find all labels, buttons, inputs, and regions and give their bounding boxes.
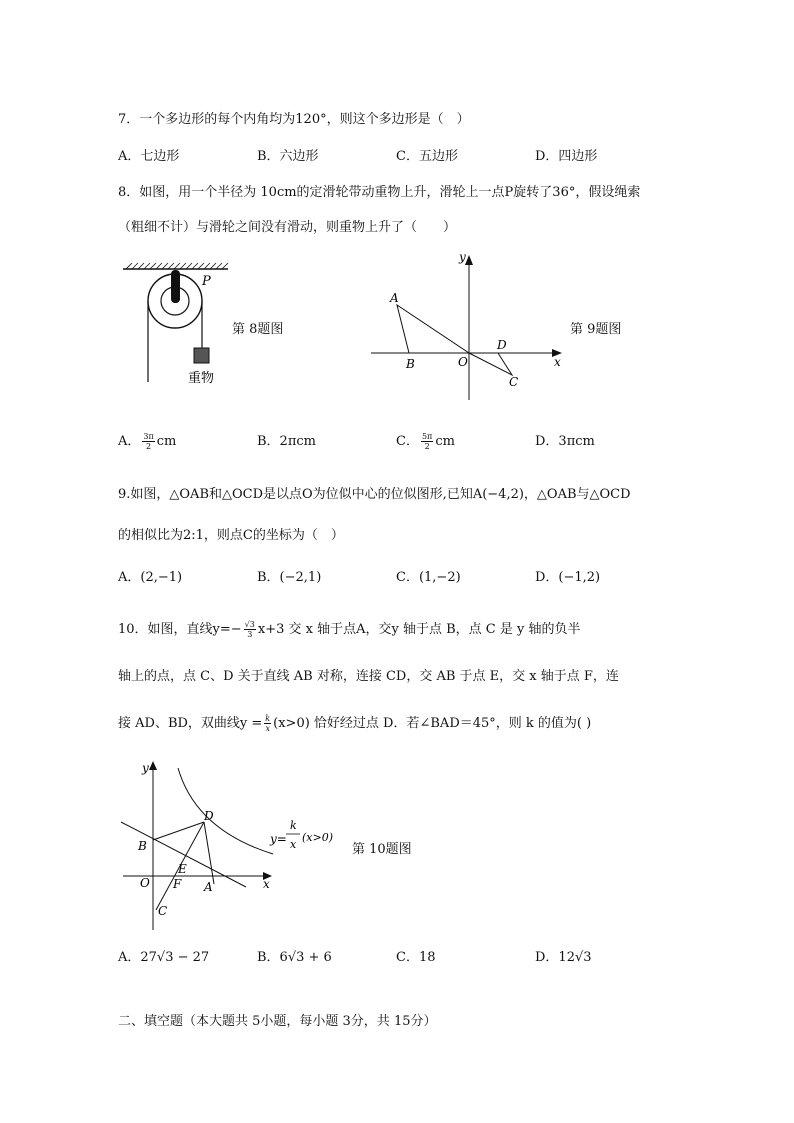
q8-option-b[interactable]: B．2πcm: [257, 434, 316, 449]
fig9-label-x: x: [554, 355, 561, 369]
q10-line3-a: 接 AD、BD，双曲线y =: [118, 716, 263, 731]
q7-option-c[interactable]: C．五边形: [396, 149, 458, 164]
weight-label: 重物: [188, 371, 215, 386]
fig10-label-o: O: [140, 876, 150, 890]
q10-line3: [118, 712, 591, 733]
q10-line1-num: √3: [244, 620, 255, 629]
q9-option-b[interactable]: B．(−2,1): [257, 570, 322, 585]
q8-option-a-prefix: A．: [118, 434, 141, 449]
q8-option-a-num: 3π: [143, 432, 154, 441]
q10-line1-a: 10．如图，直线y=−: [118, 622, 242, 637]
q10-option-b[interactable]: B．6√3 + 6: [257, 950, 332, 965]
fig10-func-num: k: [290, 819, 297, 832]
q8-line1: 8．如图，用一个半径为 10cm的定滑轮带动重物上升，滑轮上一点P旋转了36°，假设绳索: [118, 185, 641, 200]
q10-line1-b: x+3 交 x 轴于点A，交y 轴于点 B，点 C 是 y 轴的负半: [257, 622, 581, 637]
q9-option-a[interactable]: A．(2,−1): [118, 570, 183, 585]
q8-option-d[interactable]: D．3πcm: [535, 434, 595, 449]
q8-option-a-den: 2: [146, 442, 152, 451]
similar-triangles-figure: [368, 250, 568, 405]
q10-line3-b: (x>0) 恰好经过点 D．若∠BAD＝45°，则 k 的值为( ): [273, 716, 592, 731]
section2-title: 二、填空题（本大题共 5小题，每小题 3分，共 15分）: [118, 1014, 437, 1029]
q8-option-a-unit: cm: [156, 434, 177, 449]
q9-option-c[interactable]: C．(1,−2): [396, 570, 461, 585]
q9-option-d[interactable]: D．(−1,2): [535, 570, 601, 585]
q10-line2: 轴上的点，点 C、D 关于直线 AB 对称，连接 CD，交 AB 于点 E，交 x 轴于点 F，连: [118, 669, 619, 684]
fig10-label-a: A: [204, 880, 213, 894]
q8-option-c[interactable]: [396, 430, 455, 451]
q7-option-d[interactable]: D．四边形: [535, 149, 598, 164]
q8-option-c-num: 5π: [421, 432, 433, 441]
pulley-figure: [118, 262, 238, 392]
fig10-label-y: y: [142, 761, 149, 775]
fig9-label-y: y: [459, 250, 466, 264]
hyperbola-figure: [118, 758, 343, 938]
fig9-label-a: A: [390, 291, 399, 305]
fig8-caption: 第 8题图: [232, 322, 284, 337]
fig10-func-domain: (x>0): [302, 831, 334, 844]
fig10-label-b: B: [138, 839, 147, 853]
fig10-label-e: E: [178, 862, 187, 876]
fig9-caption: 第 9题图: [570, 322, 622, 337]
pulley-label-p: P: [202, 274, 211, 289]
fig9-label-d: D: [497, 338, 507, 352]
q10-option-c[interactable]: C．18: [396, 950, 436, 965]
q7-option-b[interactable]: B．六边形: [257, 149, 319, 164]
fig9-label-o: O: [458, 355, 468, 369]
q10-option-a[interactable]: A．27√3 − 27: [118, 950, 210, 965]
q8-line2: （粗细不计）与滑轮之间没有滑动，则重物上升了（ ）: [118, 220, 457, 235]
fig10-label-x: x: [263, 877, 270, 891]
q7-option-a[interactable]: A．七边形: [118, 149, 180, 164]
q10-line1: [118, 618, 580, 639]
q8-option-c-unit: cm: [435, 434, 455, 449]
fig10-caption: 第 10题图: [352, 842, 412, 857]
q8-option-c-den: 2: [424, 442, 430, 451]
q10-line3-den: x: [265, 724, 270, 733]
q7-text: 7．一个多边形的每个内角均为120°，则这个多边形是（ ）: [118, 112, 470, 127]
q8-option-a[interactable]: [118, 430, 176, 451]
fig10-label-f: F: [173, 877, 182, 891]
fig10-func-den: x: [290, 838, 297, 851]
q8-option-c-prefix: C．: [396, 434, 419, 449]
q10-option-d[interactable]: D．12√3: [535, 950, 592, 965]
fig10-label-c: C: [158, 904, 168, 918]
q9-line2: 的相似比为2:1，则点C的坐标为（ ）: [118, 528, 344, 543]
fig10-label-d: D: [204, 809, 214, 823]
q10-line1-den: 3: [247, 630, 253, 639]
q10-line3-num: k: [265, 714, 271, 723]
fig9-label-b: B: [406, 357, 415, 371]
fig10-func-y: y=: [270, 832, 287, 846]
q9-line1: 9.如图，△OAB和△OCD是以点O为位似中心的位似图形,已知A(−4,2)，△OAB与△OCD: [118, 487, 631, 502]
fig9-label-c: C: [509, 375, 519, 389]
